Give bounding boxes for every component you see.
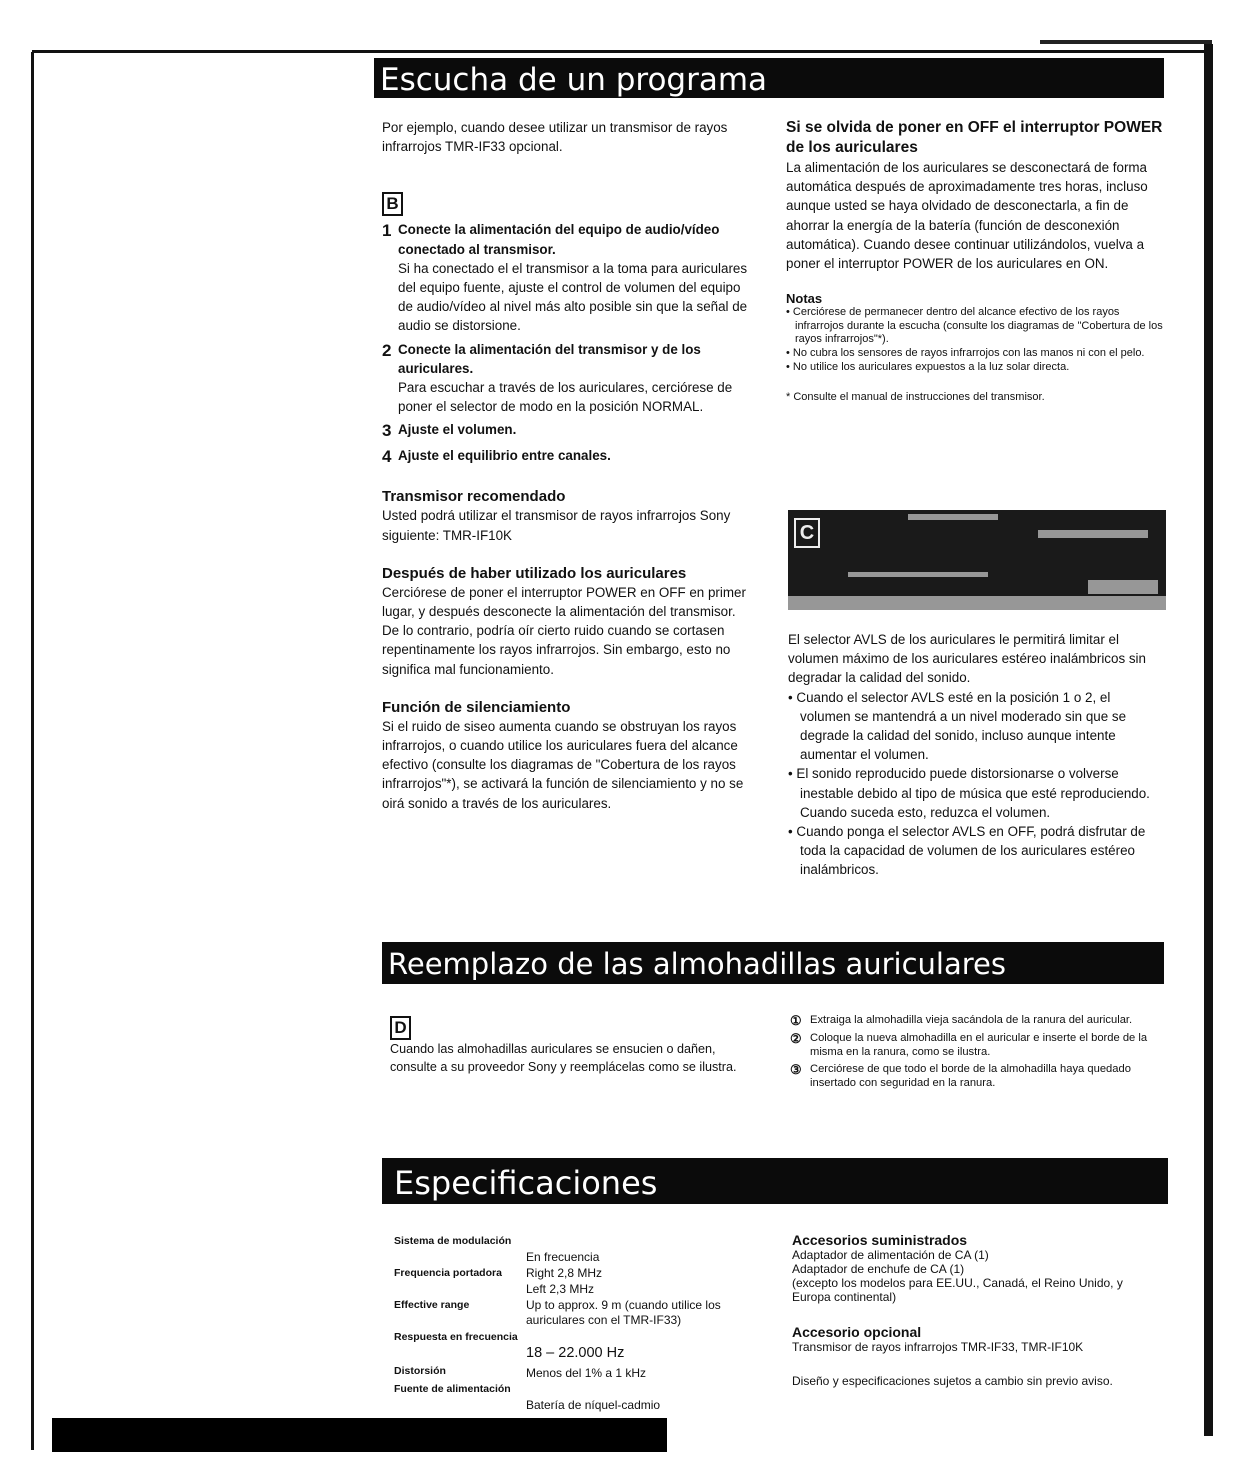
step-title: Ajuste el volumen. bbox=[398, 422, 517, 438]
avls-intro: El selector AVLS de los auriculares le permitirá limitar el volumen máximo de los auriculares estéreo inalámbricos sin degradar la calidad del sonido. bbox=[788, 632, 1146, 686]
despues-heading: Después de haber utilizado los auriculares bbox=[382, 564, 687, 582]
spec-value: Menos del 1% a 1 kHz bbox=[526, 1366, 647, 1380]
reemplazo-step: ① Extraiga la almohadilla vieja sacándola de la ranura del auricular. bbox=[790, 1013, 1133, 1028]
step-4 bbox=[382, 446, 754, 468]
left-column bbox=[382, 118, 754, 813]
scan-noise bbox=[848, 572, 988, 577]
figure-label-b bbox=[382, 192, 754, 216]
intro-text: Por ejemplo, cuando desee utilizar un transmisor de rayos infrarrojos TMR-IF33 opcional. bbox=[382, 120, 728, 155]
scan-noise bbox=[788, 596, 1166, 610]
avls-item: • El sonido reproducido puede distorsionarse o volverse inestable debido al tipo de música que esté reproduciendo. Cuando suceda esto, reduzca el volumen. bbox=[788, 766, 1150, 820]
step-number: 1 bbox=[382, 221, 392, 241]
step-2 bbox=[382, 340, 754, 417]
funcion-text: Si el ruido de siseo aumenta cuando se obstruyan los rayos infrarrojos, o cuando utilice los auriculares fuera del alcance efectivo (consulte los diagramas de "Cobertura de los rayos infrarrojos"*), se activará la función de silenciamiento y no se oirá sonido a través de los auriculares. bbox=[382, 718, 744, 811]
spec-value: auriculares con el TMR-IF33) bbox=[526, 1313, 682, 1327]
letter-d: D bbox=[390, 1016, 411, 1040]
section-title: Reemplazo de las almohadillas auriculares bbox=[388, 947, 1006, 981]
reemplazo-left bbox=[390, 1016, 760, 1076]
transmisor-text: Usted podrá utilizar el transmisor de rayos infrarrojos Sony siguiente: TMR-IF10K bbox=[382, 508, 731, 543]
notas-list bbox=[786, 306, 1164, 374]
scan-noise bbox=[908, 514, 998, 520]
scan-noise bbox=[1088, 580, 1158, 594]
step-body: Para escuchar a través de los auriculares, cerciórese de poner el selector de modo en la posición NORMAL. bbox=[398, 380, 733, 415]
spec-label: Effective range bbox=[394, 1299, 470, 1311]
despues-text: Cerciórese de poner el interruptor POWER en OFF en primer lugar, y después desconecte la alimentación del transmisor. De lo contrario, podría oír cierto ruido cuando se cortasen repentinamente los rayos infrarrojos. Sin embargo, esto no significa mal funcionamiento. bbox=[382, 584, 746, 677]
nota-item: • Cerciórese de permanecer dentro del alcance efectivo de los rayos infrarrojos durante la escucha (consulte los diagramas de "Cobertura de los rayos infrarrojos"*). bbox=[786, 306, 1163, 346]
scan-artifact-bottom bbox=[52, 1418, 667, 1452]
step-title: Ajuste el equilibrio entre canales. bbox=[398, 448, 611, 464]
accesorios-line: (excepto los modelos para EE.UU., Canadá, el Reino Unido, y Europa continental) bbox=[792, 1276, 1123, 1304]
avls-list bbox=[788, 688, 1164, 880]
spec-value: En frecuencia bbox=[526, 1250, 600, 1264]
opcional-text: Transmisor de rayos infrarrojos TMR-IF33, TMR-IF10K bbox=[792, 1340, 1084, 1354]
page-border-top bbox=[32, 50, 1212, 53]
olvida-heading: Si se olvida de poner en OFF el interruptor POWER de los auriculares bbox=[786, 119, 1163, 156]
right-column bbox=[786, 118, 1164, 404]
figure-label-c-block bbox=[788, 510, 1166, 610]
spec-label: Sistema de modulación bbox=[394, 1235, 512, 1247]
funcion-heading: Función de silenciamiento bbox=[382, 698, 571, 716]
avls-item: • Cuando el selector AVLS esté en la posición 1 o 2, el volumen se mantendrá a un nivel moderado sin que se degrade la calidad del sonido, incluso aunque intente aumentar el volumen. bbox=[788, 689, 1127, 763]
spec-value: Left 2,3 MHz bbox=[526, 1282, 595, 1296]
nota-item: • No cubra los sensores de rayos infrarrojos con las manos ni con el pelo. bbox=[786, 347, 1145, 359]
scan-artifact-line bbox=[1040, 40, 1212, 44]
spec-label: Frequencia portadora bbox=[394, 1267, 502, 1279]
step-title: Conecte la alimentación del equipo de audio/vídeo conectado al transmisor. bbox=[398, 222, 720, 257]
scan-noise bbox=[1038, 530, 1148, 538]
reemplazo-text: Cuando las almohadillas auriculares se ensucien o dañen, consulte a su proveedor Sony y reemplácelas como se ilustra. bbox=[390, 1042, 737, 1074]
avls-item: • Cuando ponga el selector AVLS en OFF, podrá disfrutar de toda la capacidad de volumen de los auriculares estéreo inalámbricos. bbox=[788, 824, 1146, 878]
section-header-especificaciones bbox=[382, 1158, 1168, 1204]
step-number: 4 bbox=[382, 447, 392, 467]
spec-label: Distorsión bbox=[394, 1365, 446, 1377]
section-title: Escucha de un programa bbox=[380, 62, 768, 98]
spec-value: Right 2,8 MHz bbox=[526, 1266, 603, 1280]
step-title: Conecte la alimentación del transmisor y de los auriculares. bbox=[398, 341, 701, 376]
nota-item: • No utilice los auriculares expuestos a la luz solar directa. bbox=[786, 360, 1070, 373]
reemplazo-step: ③ Cerciórese de que todo el borde de la almohadilla haya quedado insertado con seguridad en la ranura. bbox=[790, 1062, 1131, 1090]
spec-value: Batería de níquel-cadmio bbox=[526, 1398, 661, 1412]
letter-b: B bbox=[382, 192, 403, 216]
spec-value: Up to approx. 9 m (cuando utilice los bbox=[526, 1298, 721, 1312]
transmisor-heading: Transmisor recomendado bbox=[382, 488, 566, 506]
footnote: * Consulte el manual de instrucciones del transmisor. bbox=[786, 391, 1045, 404]
avls-section bbox=[788, 630, 1164, 880]
step-number: 3 bbox=[382, 421, 392, 441]
spec-label: Fuente de alimentación bbox=[394, 1383, 511, 1395]
reemplazo-right bbox=[790, 1014, 1164, 1095]
reemplazo-steps bbox=[790, 1014, 1164, 1091]
olvida-text: La alimentación de los auriculares se desconectará de forma automática después de aproximadamente tres horas, incluso aunque usted se haya olvidado de desconectarla, a fin de ahorrar la energía de la batería (función de desconexión automática). Cuando desee continuar utilizándolos, vuelva a poner el interruptor POWER de los auriculares en ON. bbox=[786, 160, 1148, 272]
notas-heading: Notas bbox=[786, 291, 823, 307]
diseno-text: Diseño y especificaciones sujetos a cambio sin previo aviso. bbox=[792, 1374, 1113, 1388]
accesorios-line: Adaptador de enchufe de CA (1) bbox=[792, 1262, 965, 1276]
reemplazo-step: ② Coloque la nueva almohadilla en el auricular e inserte el borde de la misma en la ranura, como se ilustra. bbox=[790, 1030, 1148, 1058]
opcional-heading: Accesorio opcional bbox=[792, 1324, 922, 1340]
accesorios-line: Adaptador de alimentación de CA (1) bbox=[792, 1248, 989, 1262]
step-3 bbox=[382, 420, 754, 442]
section-header-escucha bbox=[374, 58, 1164, 98]
spec-label: Respuesta en frecuencia bbox=[394, 1331, 518, 1343]
step-1 bbox=[382, 220, 754, 335]
page-border-right bbox=[1204, 44, 1213, 1436]
accesorios-heading: Accesorios suministrados bbox=[792, 1232, 968, 1248]
specs-right bbox=[792, 1232, 1162, 1388]
spec-value: 18 – 22.000 Hz bbox=[526, 1345, 625, 1361]
step-body: Si ha conectado el el transmisor a la toma para auriculares del equipo fuente, ajuste el control de volumen del equipo de audio/vídeo al nivel más alto posible sin que la señal de audio se distorsione. bbox=[398, 260, 748, 334]
letter-c: C bbox=[794, 518, 820, 548]
page-border-left bbox=[31, 52, 34, 1450]
section-title: Especificaciones bbox=[394, 1164, 658, 1202]
section-header-reemplazo bbox=[382, 942, 1164, 984]
figure-label-d bbox=[390, 1016, 760, 1040]
step-number: 2 bbox=[382, 340, 392, 360]
